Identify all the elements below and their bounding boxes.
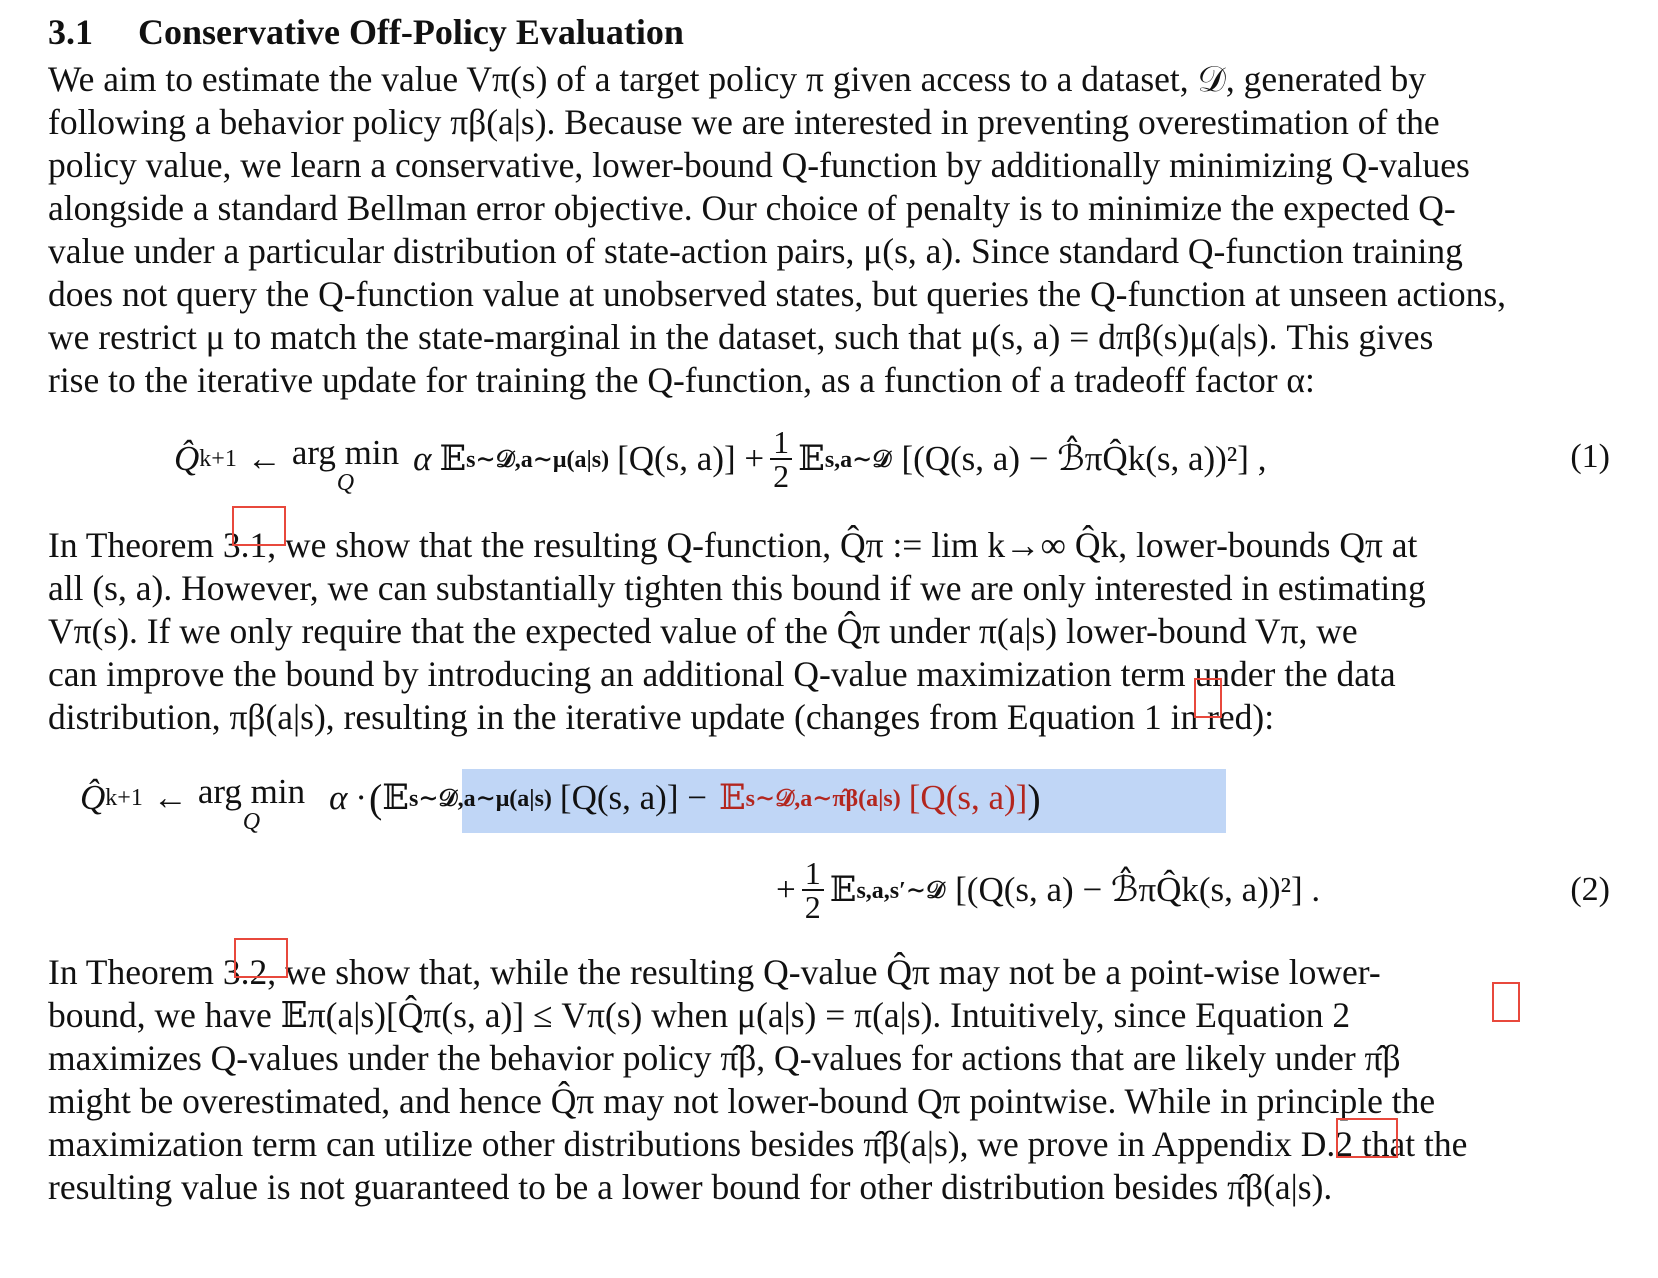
text-line: value under a particular distribution of state-action pairs, μ(s, a). Since standard Q-function training [48, 231, 1463, 271]
paragraph-theorem-3-1 [48, 524, 1610, 739]
equation-2 [48, 739, 1610, 951]
ref-theorem-3-2[interactable] [234, 938, 288, 978]
paper-page [48, 6, 1610, 1209]
eq1-expectation-1-sub: s∼𝒟,a∼μ(a|s) [466, 447, 610, 473]
eq2-expectation-red-sub: s∼𝒟,a∼π̂β(a|s) [745, 786, 901, 812]
section-number: 3.1 [48, 12, 93, 52]
eq1-term-2: [(Q(s, a) − ℬ̂πQ̂k(s, a))²] , [901, 439, 1267, 478]
eq2-term-1: [Q(s, a)] − [559, 778, 707, 817]
eq1-expectation-1: 𝔼 [439, 439, 467, 478]
eq1-arrow: ← [246, 439, 282, 478]
eq1-lhs-sup: k+1 [199, 445, 237, 472]
text-line: maximization term can utilize other distributions besides π̂β(a|s), we prove in Appendix D.2 that the [48, 1124, 1468, 1164]
text-line: we restrict μ to match the state-marginal in the dataset, such that μ(s, a) = dπβ(s)μ(a|s). This gives [48, 317, 1434, 357]
section-title: Conservative Off-Policy Evaluation [138, 12, 684, 52]
eq2-open-paren: ( [368, 775, 383, 821]
eq2-expectation-2-sub: s,a,s′∼𝒟 [856, 878, 946, 904]
ref-theorem-3-1[interactable] [232, 506, 286, 546]
eq1-alpha: α [413, 439, 432, 478]
eq2-close-paren: ) [1027, 775, 1041, 821]
eq1-term-1: [Q(s, a)] + [617, 439, 765, 478]
eq2-fraction [802, 857, 824, 923]
eq2-expectation-2: 𝔼 [829, 870, 857, 909]
text-line: rise to the iterative update for training the Q-function, as a function of a tradeoff factor α: [48, 360, 1315, 400]
text-line: might be overestimated, and hence Q̂π may not lower-bound Qπ pointwise. While in principle the [48, 1081, 1436, 1121]
text-line: distribution, πβ(a|s), resulting in the iterative update (changes from Equation 1 in red): [48, 697, 1275, 737]
eq2-argmin: arg min [197, 772, 306, 811]
eq1-frac-num: 1 [773, 424, 790, 460]
text-line: We aim to estimate the value Vπ(s) of a target policy π given access to a dataset, 𝒟, generated by [48, 59, 1426, 99]
text-line: In Theorem 3.1, we show that the resulting Q-function, Q̂π := lim k→∞ Q̂k, lower-bounds Qπ at [48, 525, 1418, 565]
eq2-expectation-red: 𝔼 [718, 778, 746, 817]
ref-appendix-d2[interactable] [1336, 1118, 1398, 1158]
eq2-lhs: Q̂ [80, 778, 106, 817]
paragraph-intro [48, 58, 1610, 402]
text-line: can improve the bound by introducing an additional Q-value maximization term under the data [48, 654, 1396, 694]
eq1-frac-den: 2 [773, 458, 790, 494]
eq1-argmin-sub: Q [336, 470, 355, 496]
eq1-argmin: arg min [291, 433, 400, 472]
text-line: bound, we have 𝔼π(a|s)[Q̂π(s, a)] ≤ Vπ(s) when μ(a|s) = π(a|s). Intuitively, since Equation 2 [48, 995, 1351, 1035]
ref-equation-2[interactable] [1492, 982, 1520, 1022]
eq1-number: (1) [1570, 438, 1610, 475]
eq2-alpha: α · [329, 778, 365, 817]
eq2-frac-num: 1 [804, 855, 821, 891]
eq2-arrow: ← [152, 778, 188, 817]
text-line: maximizes Q-values under the behavior policy π̂β, Q-values for actions that are likely under π̂β [48, 1038, 1401, 1078]
text-line: all (s, a). However, we can substantially tighten this bound if we are only interested in estimating [48, 568, 1426, 608]
text-line: policy value, we learn a conservative, lower-bound Q-function by additionally minimizing Q-values [48, 145, 1470, 185]
paragraph-theorem-3-2 [48, 951, 1610, 1209]
eq2-term-2: [(Q(s, a) − ℬ̂πQ̂k(s, a))²] . [955, 870, 1321, 909]
ref-equation-1[interactable] [1194, 678, 1222, 718]
eq2-plus: + [776, 870, 796, 909]
eq1-expectation-2: 𝔼 [798, 439, 825, 478]
eq2-lhs-sup: k+1 [105, 784, 143, 811]
eq1-lhs: Q̂ [174, 439, 200, 478]
eq1-expectation-2-sub: s,a∼𝒟 [824, 447, 892, 473]
eq2-term-red: [Q(s, a)] [908, 778, 1028, 817]
text-line: In Theorem 3.2, we show that, while the resulting Q-value Q̂π may not be a point-wise lower- [48, 952, 1381, 992]
eq2-expectation-1: 𝔼 [382, 778, 409, 817]
eq2-number: (2) [1570, 871, 1610, 908]
text-line: alongside a standard Bellman error objective. Our choice of penalty is to minimize the expected Q- [48, 188, 1456, 228]
text-line: resulting value is not guaranteed to be a lower bound for other distribution besides π̂β(a|s). [48, 1167, 1333, 1207]
section-heading [48, 6, 1610, 58]
text-line: following a behavior policy πβ(a|s). Because we are interested in preventing overestimation of the [48, 102, 1440, 142]
eq2-argmin-sub: Q [242, 809, 261, 835]
text-line: does not query the Q-function value at unobserved states, but queries the Q-function at unseen actions, [48, 274, 1507, 314]
eq2-expectation-1-sub: s∼𝒟,a∼μ(a|s) [408, 786, 552, 812]
eq2-frac-den: 2 [804, 889, 821, 925]
eq1-fraction [770, 426, 792, 492]
text-line: Vπ(s). If we only require that the expected value of the Q̂π under π(a|s) lower-bound Vπ, we [48, 611, 1358, 651]
